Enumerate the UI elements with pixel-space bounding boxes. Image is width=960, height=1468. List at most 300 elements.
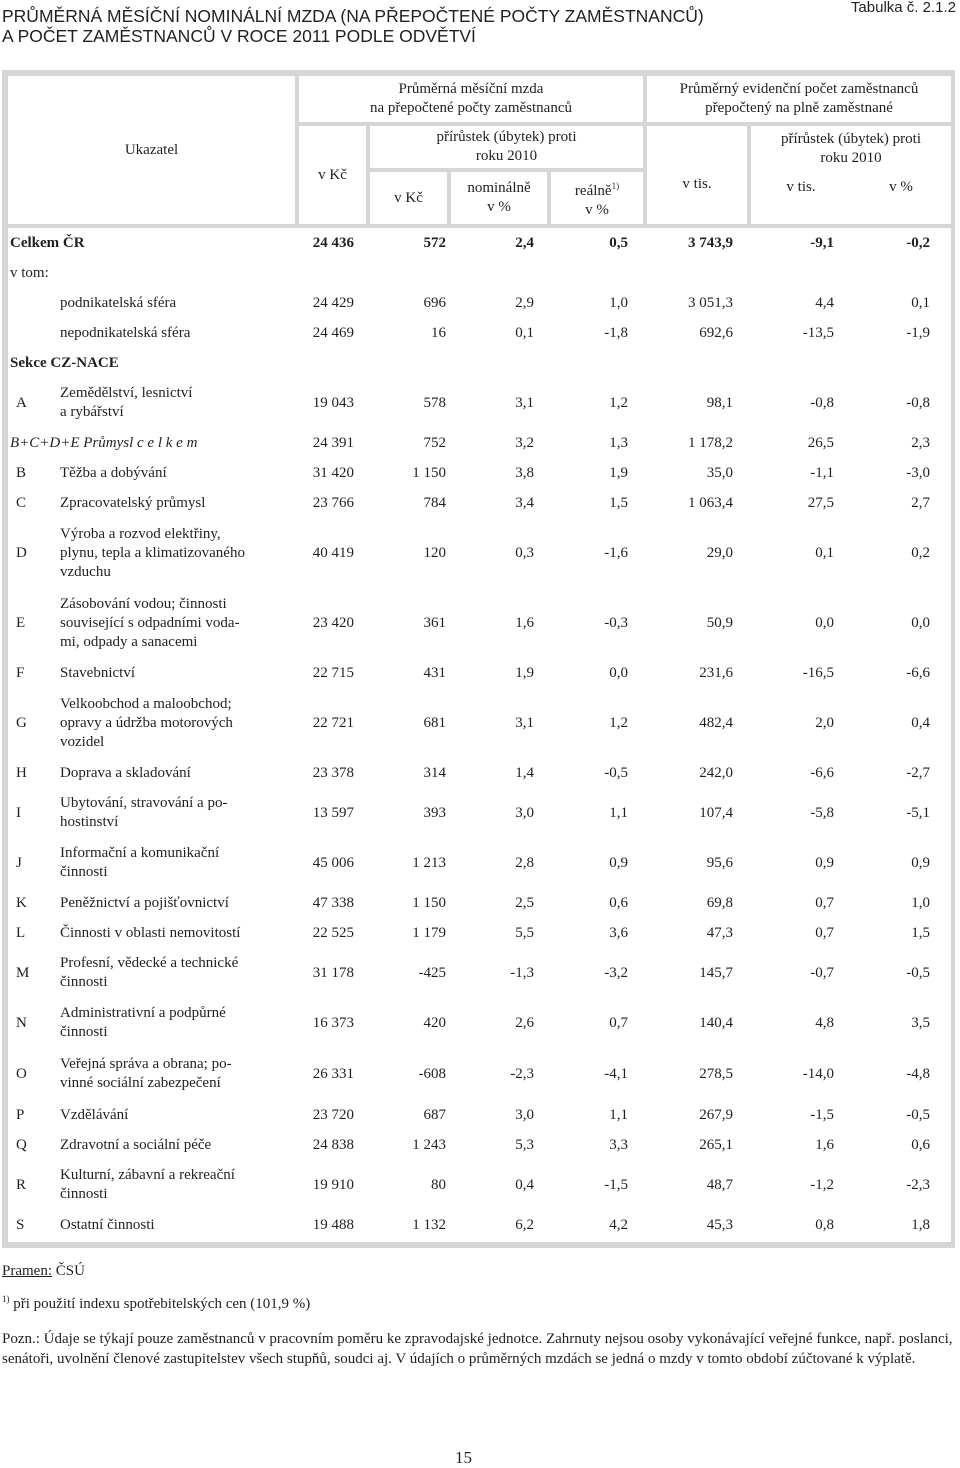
value-cell: -1,3 — [510, 964, 534, 981]
row-letter: R — [16, 1176, 27, 1193]
row-label-line: činnosti — [60, 1186, 108, 1202]
value-cell: -14,0 — [802, 1065, 834, 1082]
row-label-line: činnosti — [60, 864, 108, 880]
value-cell: 3 743,9 — [688, 234, 733, 251]
row-letter: M — [16, 964, 30, 981]
value-cell: 45 006 — [312, 854, 354, 871]
value-cell: 1 150 — [412, 464, 446, 481]
value-cell: 0,6 — [911, 1136, 930, 1153]
value-cell: 0,7 — [815, 894, 834, 911]
table-row — [8, 348, 951, 378]
value-cell: 696 — [423, 294, 446, 311]
row-label — [60, 788, 300, 838]
value-cell: 1,1 — [609, 1106, 628, 1123]
value-cell: 31 178 — [312, 964, 354, 981]
value-cell: -2,3 — [510, 1065, 534, 1082]
value-cell: 31 420 — [312, 464, 354, 481]
value-cell: 1,5 — [911, 924, 930, 941]
row-label: Celkem ČR — [10, 234, 85, 251]
table-row — [8, 788, 951, 838]
table-row — [8, 948, 951, 998]
value-cell: 48,7 — [706, 1176, 733, 1193]
value-cell — [304, 348, 354, 378]
header-wage-group-line2: na přepočtené počty zaměstnanců — [370, 100, 572, 116]
value-cell: -1,1 — [810, 464, 834, 481]
value-cell: 47,3 — [706, 924, 733, 941]
value-cell: 0,1 — [911, 294, 930, 311]
value-cell: 19 910 — [312, 1176, 354, 1193]
value-cell: 3 051,3 — [688, 294, 733, 311]
value-cell: 572 — [423, 234, 446, 251]
table-row — [8, 258, 951, 288]
row-label: Ostatní činnosti — [60, 1216, 155, 1233]
value-cell: 1 243 — [412, 1136, 446, 1153]
value-cell: -5,1 — [906, 804, 930, 821]
value-cell: -5,8 — [810, 804, 834, 821]
value-cell: 19 043 — [312, 394, 354, 411]
value-cell: 784 — [423, 494, 446, 511]
value-cell — [383, 348, 446, 378]
header-ukazatel-label: Ukazatel — [124, 141, 179, 158]
value-cell: -1,5 — [604, 1176, 628, 1193]
value-cell: 22 525 — [312, 924, 354, 941]
value-cell — [478, 348, 534, 378]
row-letter: L — [16, 924, 26, 941]
row-label — [60, 378, 300, 428]
value-cell: 1,0 — [609, 294, 628, 311]
header-emp-group-line1: Průměrný evidenční počet zaměstnanců — [679, 81, 919, 97]
value-cell: -0,7 — [810, 964, 834, 981]
value-cell: 393 — [423, 804, 446, 821]
value-cell — [568, 258, 628, 288]
table-row — [8, 1130, 951, 1160]
value-cell: 681 — [423, 714, 446, 731]
value-cell: -425 — [418, 964, 446, 981]
value-cell: -13,5 — [802, 324, 834, 341]
row-letter: A — [16, 394, 27, 411]
value-cell: 2,0 — [815, 714, 834, 731]
value-cell: 0,9 — [815, 854, 834, 871]
table-row — [8, 518, 951, 588]
value-cell: 107,4 — [699, 804, 733, 821]
header-change-emp-line2: roku 2010 — [820, 150, 882, 166]
row-label-line: Výroba a rozvod elektřiny, — [60, 525, 221, 542]
value-cell — [852, 258, 930, 288]
row-label-line: činnosti — [60, 1024, 108, 1040]
value-cell: 1,0 — [911, 894, 930, 911]
value-cell: 24 391 — [312, 434, 354, 451]
table-row — [8, 318, 951, 348]
title-line-1: PRŮMĚRNÁ MĚSÍČNÍ NOMINÁLNÍ MZDA (NA PŘEPOČTENÉ POČTY ZAMĚSTNANCŮ) — [2, 6, 704, 26]
row-label-line: Profesní, vědecké a technické — [60, 955, 239, 971]
value-cell: 4,4 — [815, 294, 834, 311]
table-title — [2, 6, 802, 46]
value-cell: 3,8 — [515, 464, 534, 481]
value-cell: 420 — [423, 1014, 446, 1031]
value-cell: 47 338 — [312, 894, 354, 911]
value-cell — [755, 348, 834, 378]
value-cell: 80 — [431, 1176, 446, 1193]
value-cell: 4,8 — [815, 1014, 834, 1031]
table-number: Tabulka č. 2.1.2 — [850, 0, 956, 16]
value-cell: 267,9 — [699, 1106, 733, 1123]
row-label — [60, 948, 300, 998]
row-label-line: činnosti — [60, 974, 108, 990]
value-cell: -1,5 — [810, 1106, 834, 1123]
header-nominal-line1: nominálně — [467, 180, 531, 196]
value-cell: 3,4 — [515, 494, 534, 511]
value-cell: 1 179 — [412, 924, 446, 941]
row-label — [60, 1048, 300, 1100]
value-cell: 242,0 — [699, 764, 733, 781]
row-label — [60, 998, 300, 1048]
header-v-kc-label: v Kč — [318, 166, 347, 183]
row-label: Zdravotní a sociální péče — [60, 1136, 212, 1153]
value-cell: 3,1 — [515, 394, 534, 411]
value-cell: 24 469 — [312, 324, 354, 341]
value-cell: 13 597 — [312, 804, 354, 821]
value-cell: -0,5 — [906, 964, 930, 981]
value-cell: 0,9 — [911, 854, 930, 871]
value-cell: 3,6 — [609, 924, 628, 941]
row-label-line: Zemědělství, lesnictví — [60, 385, 193, 401]
value-cell — [568, 348, 628, 378]
value-cell: 98,1 — [706, 394, 733, 411]
row-letter: N — [16, 1014, 27, 1031]
table-row — [8, 998, 951, 1048]
value-cell: 2,5 — [515, 894, 534, 911]
value-cell: -16,5 — [802, 664, 834, 681]
row-letter: I — [16, 804, 21, 821]
row-label-line: související s odpadními voda- — [60, 614, 240, 631]
value-cell: 23 766 — [312, 494, 354, 511]
value-cell: 95,6 — [706, 854, 733, 871]
header-v-tis — [647, 126, 747, 224]
value-cell: 22 715 — [312, 664, 354, 681]
value-cell: 314 — [423, 764, 446, 781]
header-change-wage-line1: přírůstek (úbytek) proti — [436, 129, 577, 145]
row-label: v tom: — [10, 264, 49, 281]
header-change-v-kc — [370, 172, 447, 224]
value-cell: 1,1 — [609, 804, 628, 821]
table-row — [8, 428, 951, 458]
table-row — [8, 288, 951, 318]
row-label-line: plynu, tepla a klimatizovaného — [60, 544, 245, 561]
row-letter: Q — [16, 1136, 27, 1153]
value-cell: 265,1 — [699, 1136, 733, 1153]
row-label: Stavebnictví — [60, 664, 135, 681]
header-real — [551, 172, 643, 224]
header-change-wage-line2: roku 2010 — [475, 148, 538, 164]
value-cell: 50,9 — [706, 614, 733, 631]
source-label: Pramen: — [2, 1263, 52, 1279]
value-cell: 3,3 — [609, 1136, 628, 1153]
table-row — [8, 888, 951, 918]
table-row — [8, 1160, 951, 1210]
value-cell: 0,4 — [911, 714, 930, 731]
value-cell: -1,8 — [604, 324, 628, 341]
value-cell: 3,5 — [911, 1014, 930, 1031]
table-row — [8, 1100, 951, 1130]
value-cell: -4,1 — [604, 1065, 628, 1082]
value-cell: 0,1 — [815, 544, 834, 561]
value-cell — [852, 348, 930, 378]
value-cell: 361 — [423, 614, 446, 631]
value-cell: 2,3 — [911, 434, 930, 451]
header-change-emp — [751, 126, 951, 224]
value-cell: 1,9 — [515, 664, 534, 681]
value-cell: 1,6 — [515, 614, 534, 631]
table-frame — [2, 70, 955, 1248]
value-cell: 26,5 — [807, 434, 834, 451]
value-cell: 0,3 — [515, 544, 534, 561]
value-cell: 140,4 — [699, 1014, 733, 1031]
row-label-line: Zásobování vodou; činnosti — [60, 595, 227, 612]
row-label — [60, 1160, 300, 1210]
row-letter: D — [16, 544, 27, 561]
value-cell — [304, 258, 354, 288]
row-label: Doprava a skladování — [60, 764, 191, 781]
row-label-line: Ubytování, stravování a po- — [60, 795, 228, 811]
value-cell: -0,3 — [604, 614, 628, 631]
source-line — [2, 1263, 85, 1280]
value-cell: -4,8 — [906, 1065, 930, 1082]
value-cell: 4,2 — [609, 1216, 628, 1233]
value-cell: 0,8 — [815, 1216, 834, 1233]
value-cell: 1,2 — [609, 714, 628, 731]
value-cell: 6,2 — [515, 1216, 534, 1233]
value-cell: 3,1 — [515, 714, 534, 731]
row-label-line: Velkoobchod a maloobchod; — [60, 695, 232, 712]
value-cell: 1 132 — [412, 1216, 446, 1233]
header-change-v-pct: v % — [889, 179, 913, 195]
value-cell: 2,9 — [515, 294, 534, 311]
value-cell: -1,2 — [810, 1176, 834, 1193]
value-cell: 0,2 — [911, 544, 930, 561]
footnote-text: při použití indexu spotřebitelských cen (101,9 %) — [13, 1296, 311, 1312]
row-label: Činnosti v oblasti nemovitostí — [60, 924, 241, 941]
row-label: nepodnikatelská sféra — [60, 324, 191, 341]
row-label: Vzdělávání — [60, 1106, 129, 1123]
header-change-v-kc-label: v Kč — [394, 189, 423, 206]
value-cell: 1,9 — [609, 464, 628, 481]
value-cell: 0,0 — [911, 614, 930, 631]
value-cell: 0,0 — [609, 664, 628, 681]
header-change-emp-units — [751, 178, 951, 197]
value-cell: 35,0 — [706, 464, 733, 481]
row-letter: S — [16, 1216, 25, 1233]
row-label: Těžba a dobývání — [60, 464, 167, 481]
row-letter: B — [16, 464, 27, 481]
value-cell: 692,6 — [699, 324, 733, 341]
value-cell: 69,8 — [706, 894, 733, 911]
title-line-2: A POČET ZAMĚSTNANCŮ V ROCE 2011 PODLE ODVĚTVÍ — [2, 26, 476, 46]
value-cell: -6,6 — [810, 764, 834, 781]
row-label: B+C+D+E Průmysl c e l k e m — [10, 434, 198, 451]
value-cell: 1,3 — [609, 434, 628, 451]
table-row — [8, 658, 951, 688]
row-label-line: a rybářství — [60, 404, 124, 420]
value-cell: 1 213 — [412, 854, 446, 871]
value-cell: 0,5 — [609, 234, 628, 251]
header-ukazatel — [8, 76, 295, 224]
row-letter: H — [16, 764, 27, 781]
row-label: Sekce CZ-NACE — [10, 354, 119, 371]
header-wage-group-line1: Průměrná měsíční mzda — [398, 81, 544, 97]
table-row — [8, 838, 951, 888]
value-cell: 1,2 — [609, 394, 628, 411]
value-cell: -1,6 — [604, 544, 628, 561]
row-label — [60, 588, 300, 658]
row-letter: K — [16, 894, 27, 911]
value-cell: 1,6 — [815, 1136, 834, 1153]
value-cell: -9,1 — [810, 234, 834, 251]
row-label: Zpracovatelský průmysl — [60, 494, 206, 511]
header-change-v-tis: v tis. — [786, 179, 816, 195]
value-cell: 0,1 — [515, 324, 534, 341]
value-cell: 2,4 — [515, 234, 534, 251]
row-letter: J — [16, 854, 22, 871]
value-cell: -0,2 — [906, 234, 930, 251]
value-cell: 23 720 — [312, 1106, 354, 1123]
value-cell: 231,6 — [699, 664, 733, 681]
row-label-line: mi, odpady a sanacemi — [60, 633, 198, 650]
value-cell: 1,4 — [515, 764, 534, 781]
value-cell: -3,2 — [604, 964, 628, 981]
header-real-line2: v % — [585, 201, 609, 218]
table-row — [8, 228, 951, 258]
value-cell: -0,5 — [604, 764, 628, 781]
row-label-line: Veřejná správa a obrana; po- — [60, 1056, 232, 1072]
value-cell: 24 436 — [312, 234, 354, 251]
value-cell: -2,7 — [906, 764, 930, 781]
row-label-line: hostinství — [60, 814, 119, 830]
value-cell: 23 420 — [312, 614, 354, 631]
value-cell — [755, 258, 834, 288]
row-letter: F — [16, 664, 25, 681]
value-cell: 29,0 — [706, 544, 733, 561]
value-cell — [478, 258, 534, 288]
header-change-wage — [370, 126, 643, 168]
value-cell: 5,5 — [515, 924, 534, 941]
source-value: ČSÚ — [55, 1263, 85, 1279]
value-cell: 1,8 — [911, 1216, 930, 1233]
page-number: 15 — [455, 1448, 472, 1467]
value-cell: 24 838 — [312, 1136, 354, 1153]
value-cell: 24 429 — [312, 294, 354, 311]
value-cell: 578 — [423, 394, 446, 411]
value-cell: 1 063,4 — [688, 494, 733, 511]
value-cell: -0,5 — [906, 1106, 930, 1123]
header-real-line1 — [575, 177, 619, 201]
value-cell: -2,3 — [906, 1176, 930, 1193]
value-cell: 0,6 — [609, 894, 628, 911]
header-nominal — [451, 172, 547, 224]
value-cell: 2,6 — [515, 1014, 534, 1031]
value-cell: -1,9 — [906, 324, 930, 341]
value-cell: 687 — [423, 1106, 446, 1123]
value-cell: 26 331 — [312, 1065, 354, 1082]
value-cell: 1 178,2 — [688, 434, 733, 451]
value-cell: 45,3 — [706, 1216, 733, 1233]
row-label-line: vinné sociální zabezpečení — [60, 1075, 221, 1091]
table-row — [8, 758, 951, 788]
value-cell: 3,2 — [515, 434, 534, 451]
header-v-tis-label: v tis. — [682, 176, 712, 192]
value-cell: -6,6 — [906, 664, 930, 681]
value-cell: 5,3 — [515, 1136, 534, 1153]
header-real-word: reálně — [574, 182, 612, 199]
row-letter: C — [16, 494, 27, 511]
value-cell: 752 — [423, 434, 446, 451]
value-cell: -0,8 — [906, 394, 930, 411]
value-cell: 27,5 — [807, 494, 834, 511]
value-cell: 431 — [423, 664, 446, 681]
value-cell: -0,8 — [810, 394, 834, 411]
row-label-line: Informační a komunikační — [60, 845, 220, 861]
header-wage-group — [299, 76, 643, 122]
value-cell: 145,7 — [699, 964, 733, 981]
note: Pozn.: Údaje se týkají pouze zaměstnanců v pracovním poměru ke zpravodajské jednotce. Zahrnuty nejsou osoby vykonávající veřejné funkce, např. poslanci, senátoři, uvolnění členové zastupitelstev všech stupňů, soudci aj. V údajích o průměrných mzdách se jedná o mzdy v tomto období zúčtované k výplatě. — [2, 1331, 953, 1367]
row-label: Peněžnictví a pojišťovnictví — [60, 894, 229, 911]
row-label-line: vzduchu — [60, 563, 111, 580]
header-emp-group — [647, 76, 951, 122]
value-cell — [660, 348, 733, 378]
row-label-line: Administrativní a podpůrné — [60, 1005, 226, 1021]
value-cell: 1,5 — [609, 494, 628, 511]
row-label — [60, 688, 300, 758]
table-row — [8, 378, 951, 428]
value-cell: 16 — [431, 324, 446, 341]
value-cell: 3,0 — [515, 804, 534, 821]
header-real-sup: 1) — [611, 180, 620, 191]
value-cell: 0,7 — [815, 924, 834, 941]
header-nominal-line2: v % — [487, 199, 511, 215]
value-cell: 22 721 — [312, 714, 354, 731]
header-emp-group-line2: přepočtený na plně zaměstnané — [705, 100, 893, 116]
value-cell: 2,7 — [911, 494, 930, 511]
table-row — [8, 458, 951, 488]
header-change-emp-line1: přírůstek (úbytek) proti — [781, 131, 921, 147]
row-label-line: Kulturní, zábavní a rekreační — [60, 1167, 235, 1183]
value-cell: -3,0 — [906, 464, 930, 481]
table-row — [8, 1048, 951, 1100]
row-label — [60, 518, 300, 588]
table-row — [8, 488, 951, 518]
value-cell — [660, 258, 733, 288]
value-cell: -608 — [418, 1065, 446, 1082]
table-row — [8, 688, 951, 758]
row-letter: E — [16, 614, 26, 631]
value-cell: 120 — [423, 544, 446, 561]
header-v-kc — [299, 126, 366, 224]
row-letter: O — [16, 1065, 27, 1082]
value-cell — [383, 258, 446, 288]
value-cell: 1 150 — [412, 894, 446, 911]
footnote-mark: 1) — [2, 1294, 10, 1304]
row-label-line: opravy a údržba motorových — [60, 714, 233, 731]
value-cell: 0,9 — [609, 854, 628, 871]
value-cell: 0,0 — [815, 614, 834, 631]
row-letter: P — [16, 1106, 25, 1123]
table-row — [8, 588, 951, 658]
table-row — [8, 1210, 951, 1240]
value-cell: 0,4 — [515, 1176, 534, 1193]
value-cell: 19 488 — [312, 1216, 354, 1233]
value-cell: 40 419 — [312, 544, 354, 561]
value-cell: 16 373 — [312, 1014, 354, 1031]
table-row — [8, 918, 951, 948]
